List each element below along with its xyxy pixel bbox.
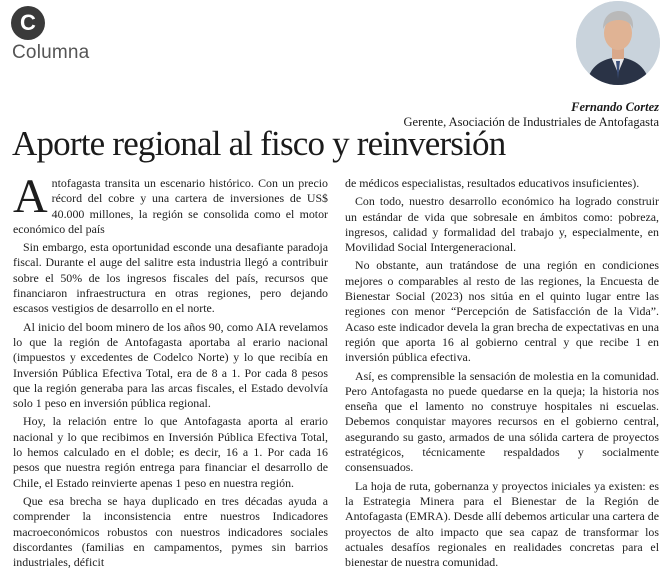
article-paragraph: Antofagasta transita un escenario histórico. Con un precio récord del cobre y una cartera de inversiones de US$ 40.000 millones, la región se consolida como el motor económico del país bbox=[13, 170, 328, 236]
article-paragraph: No obstante, aun tratándose de una región en condiciones mejores o comparables al resto de las regiones, la Encuesta de Bienestar Social (2023) nos sitúa en el quinto lugar entre las regiones con menor “Percepción de Satisfacción de la Vida”. Acaso este indicador devela la gran brecha de expectativas en una región que aporta 16 al gobierno central y que recibe 1 en inversión pública efectiva. bbox=[345, 258, 659, 365]
author-portrait-image bbox=[576, 1, 660, 85]
article-paragraph: La hoja de ruta, gobernanza y proyectos iniciales ya existen: es la Estrategia Minera para el Bienestar de la Región de Antofagasta (EMRA). Desde allí debemos articular una cartera de proyectos de alto impacto que sea capaz de transformar los actuales desafíos regionales en realidades concretas para el bienestar de nuestra comunidad. bbox=[345, 478, 659, 570]
section-badge: C bbox=[11, 6, 45, 40]
article-paragraph: Que esa brecha se haya duplicado en tres décadas ayuda a comprender la inconsistencia entre nuestros Indicadores macroeconómicos robustos con nuestros indicadores sociales discordantes (familias en campamentos, pymes sin barrios industriales, déficit bbox=[13, 493, 328, 570]
article-column-2 bbox=[345, 176, 659, 573]
author-name: Fernando Cortez bbox=[571, 100, 659, 114]
article-paragraph: Hoy, la relación entre lo que Antofagasta aporta al erario nacional y lo que recibimos en Inversión Pública Efectiva Total, lo hemos calculado en el doble; es decir, 16 a 1. Por cada 16 pesos que nuestra región entrega para financiar el desarrollo de Chile, el Estado reinvierte apenas 1 peso en nuestra región. bbox=[13, 414, 328, 490]
article-column-1 bbox=[13, 170, 328, 573]
section-label: Columna bbox=[12, 42, 90, 63]
article-paragraph: Al inicio del boom minero de los años 90, como AIA revelamos lo que la región de Antofagasta aportaba al erario nacional (impuestos y excedentes de Codelco Norte) y lo que recibía en Inversión Pública Efectiva Total, era de 8 a 1. Por cada 8 pesos que la región generaba para las arcas fiscales, el Estado devolvía solo 1 peso en inversión pública regional. bbox=[13, 319, 328, 411]
article-paragraph: Sin embargo, esta oportunidad esconde una desafiante paradoja fiscal. Durante el auge del salitre esta industria llegó a contribuir sobre el 50% de los ingresos fiscales del país, recursos que financiaron infraestructura en otras regiones, pero dejando escasos vestigios de desarrollo en el norte. bbox=[13, 240, 328, 316]
article-paragraph: Así, es comprensible la sensación de molestia en la comunidad. Pero Antofagasta no puede quedarse en la queja; la historia nos enseña que el lamento no construye hospitales ni escuelas. Debemos conquistar mayores recursos en el gobierno central, asegurando su gasto, armados de una sólida cartera de proyectos estratégicos, técnicamente respaldados y socialmente consensuados. bbox=[345, 368, 659, 475]
article-title: Aporte regional al fisco y reinversión bbox=[12, 124, 506, 163]
author-photo bbox=[576, 1, 660, 85]
drop-cap: A bbox=[13, 170, 48, 223]
author-role: Gerente, Asociación de Industriales de Antofagasta bbox=[403, 115, 659, 129]
article-paragraph: Con todo, nuestro desarrollo económico ha logrado construir un estándar de vida que sobresale en ámbitos como: pobreza, ingresos, calidad y formalidad del trabajo y, especialmente, en Movilidad Social Intergeneracional. bbox=[345, 194, 659, 255]
article-paragraph: de médicos especialistas, resultados educativos insuficientes). bbox=[345, 176, 640, 190]
